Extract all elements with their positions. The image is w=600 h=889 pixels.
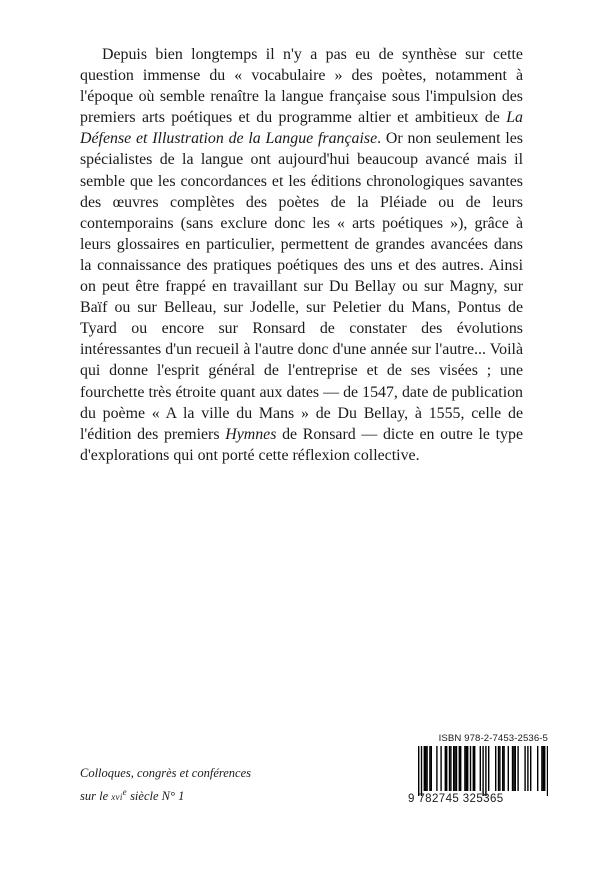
barcode-bar: [474, 746, 475, 791]
barcode-bar: [470, 746, 471, 791]
barcode-bar: [515, 746, 516, 791]
barcode-bar: [436, 746, 437, 791]
barcode-bar: [466, 746, 467, 791]
barcode-bar: [449, 746, 450, 791]
barcode-bar: [524, 746, 525, 791]
barcode-bars: [408, 746, 548, 796]
blurb-text-1: Depuis bien longtemps il n'y a pas eu de synthèse sur cette question immense du « vocabulaire » des poètes, notamment à l'époque où semble renaître la langue française sous l'impulsion des premiers arts poétiques et du programme altier et ambitieux de: [80, 46, 523, 127]
barcode-bar: [429, 746, 430, 791]
barcode-bar: [480, 746, 481, 791]
isbn-label: ISBN 978-2-7453-2536-5: [438, 733, 548, 744]
barcode-bar: [459, 746, 460, 791]
barcode-bar: [440, 746, 441, 791]
barcode-bar: [508, 746, 509, 791]
barcode-bar: [467, 746, 468, 791]
barcode-bar: [460, 746, 461, 791]
barcode-bar: [424, 746, 425, 791]
barcode-bar: [464, 746, 465, 791]
barcode-bar: [453, 746, 454, 791]
century-numeral: xvi: [111, 792, 123, 803]
blurb-paragraph: [80, 44, 523, 466]
barcode-bar: [502, 746, 503, 791]
barcode-bar: [482, 746, 483, 796]
barcode-bar: [513, 746, 514, 791]
blurb-book-title: La Défense et Illustration de la Langue française: [80, 109, 523, 148]
barcode-bar: [450, 746, 451, 791]
series-name: [80, 764, 380, 807]
back-cover-blurb: [80, 44, 523, 466]
barcode-bar: [485, 746, 486, 796]
barcode-bar: [537, 746, 538, 791]
blurb-text-3: de Ronsard — dicte en outre le type d'explorations qui ont porté cette réflexion collective.: [80, 425, 523, 464]
barcode-bar: [426, 746, 427, 791]
barcode-bar: [495, 746, 496, 791]
barcode-bar: [543, 746, 544, 791]
barcode-bar: [530, 746, 531, 791]
blurb-hymnes-title: Hymnes: [225, 425, 277, 443]
barcode-bar: [498, 746, 499, 791]
barcode-bar: [512, 746, 513, 791]
barcode-digits: 9 782745 325365: [408, 793, 504, 805]
barcode-bar: [454, 746, 455, 791]
series-line-1: Colloques, congrès et conférences: [80, 766, 252, 780]
barcode-bar: [456, 746, 457, 791]
blurb-text-2: . Or non seulement les spécialistes de la langue ont aujourd'hui beaucoup avancé mais il semble que les concordances et les éditions chronologiques savantes des œuvres complètes des poètes de la Pléiade ou de leurs contemporains (sans exclure donc les « arts poétiques »), grâce à leurs glossaires en particulier, permettent de grandes avancées dans la connaissance des pratiques poétiques des uns et des autres. Ainsi on peut être frappé en travaillant sur Du Bellay ou sur Magny, sur Baïf ou sur Belleau, sur Jodelle, sur Peletier du Mans, Pontus de Tyard ou encore sur Ronsard de constater des évolutions intéressantes d'un recueil à l'autre donc d'une année sur l'autre... Voilà qui donne l'esprit général de l'entreprise et de ses visées ; une fourchette très étroite quant aux dates — de 1547, date de publication du poème « A la ville du Mans » de Du Bellay, à 1555, celle de l'édition des premiers: [80, 130, 523, 443]
century-superscript: e: [122, 787, 127, 797]
barcode-bar: [544, 746, 545, 791]
barcode-bar: [541, 746, 542, 791]
barcode-bar: [425, 746, 426, 791]
barcode-bar: [503, 746, 504, 791]
barcode-bar: [499, 746, 500, 791]
barcode-bar: [446, 746, 447, 791]
isbn-barcode: [408, 733, 548, 807]
barcode-bar: [445, 746, 446, 791]
barcode-bar: [473, 746, 474, 791]
barcode-bar: [431, 746, 432, 791]
barcode-bar: [547, 746, 548, 796]
barcode-bar: [517, 746, 518, 791]
barcode-bar: [418, 746, 419, 796]
barcode-bar: [527, 746, 528, 791]
barcode-bar: [421, 746, 422, 796]
barcode-bar: [488, 746, 489, 791]
series-line-2: sur le xvi$^e$ siècle N° 1: [80, 787, 185, 804]
